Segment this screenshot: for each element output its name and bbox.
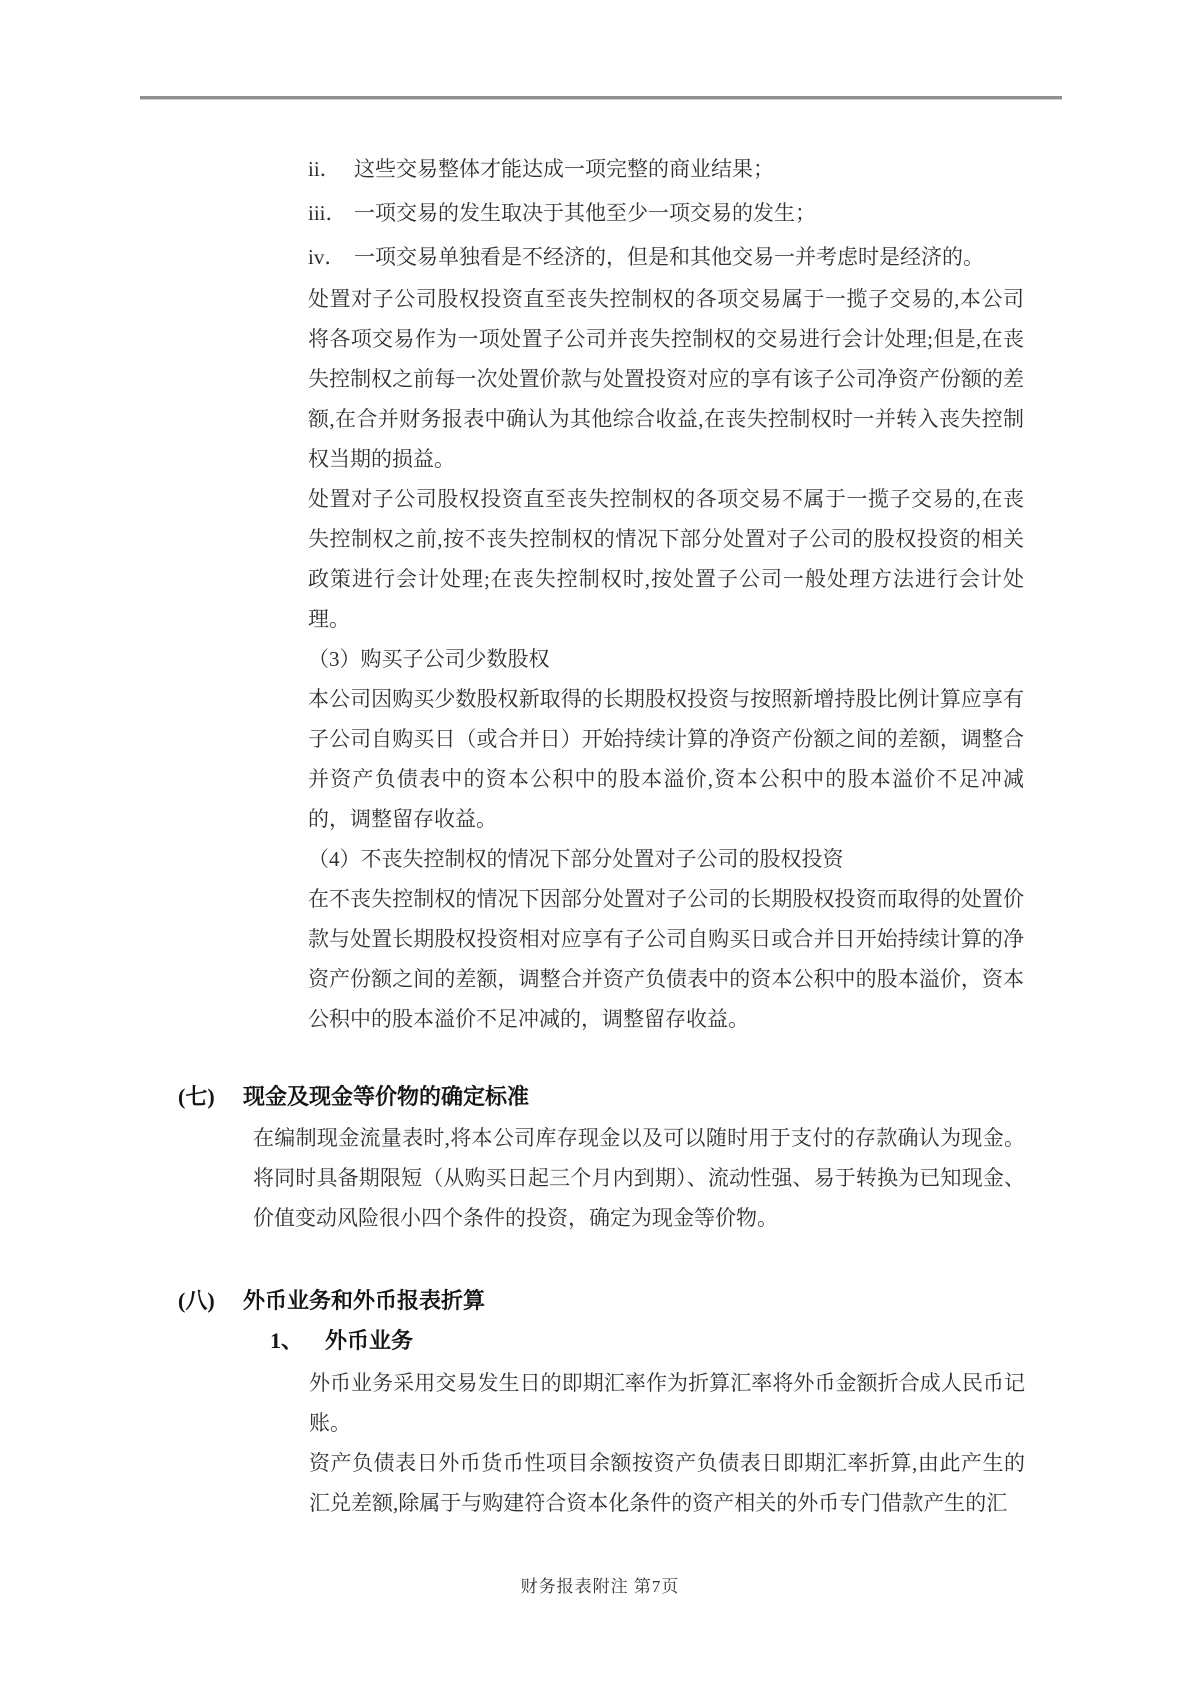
- section-8-body: [309, 1363, 1025, 1523]
- section-title: 外币业务和外币报表折算: [243, 1288, 486, 1313]
- header-rule: [140, 96, 1062, 100]
- list-marker: iv．: [308, 245, 346, 269]
- body-paragraphs: [308, 279, 1024, 1039]
- section-heading-7: [178, 1083, 529, 1111]
- subsection-heading: [270, 1327, 413, 1355]
- page-footer: 财务报表附注 第7页: [520, 1577, 680, 1596]
- section-heading-8: [178, 1287, 485, 1315]
- body-paragraph: 外币业务采用交易发生日的即期汇率作为折算汇率将外币金额折合成人民币记账。: [309, 1371, 1025, 1435]
- list-item-text: 这些交易整体才能达成一项完整的商业结果；: [354, 157, 774, 181]
- body-paragraph: 处置对子公司股权投资直至丧失控制权的各项交易不属于一揽子交易的,在丧失控制权之前,按不丧失控制权的情况下部分处置对子公司的股权投资的相关政策进行会计处理;在丧失控制权时,按处置子公司一般处理方法进行会计处理。: [308, 487, 1024, 631]
- list-item-text: 一项交易的发生取决于其他至少一项交易的发生；: [354, 201, 816, 225]
- section-marker: (八): [178, 1288, 215, 1313]
- roman-list-item: [308, 191, 1038, 235]
- subsection-title: 外币业务: [325, 1328, 414, 1353]
- roman-numeral-list: [308, 147, 1038, 279]
- body-paragraph: 处置对子公司股权投资直至丧失控制权的各项交易属于一揽子交易的,本公司将各项交易作为一项处置子公司并丧失控制权的交易进行会计处理;但是,在丧失控制权之前每一次处置价款与处置投资对应的享有该子公司净资产份额的差额,在合并财务报表中确认为其他综合收益,在丧失控制权时一并转入丧失控制权当期的损益。: [308, 287, 1024, 471]
- roman-list-item: [308, 235, 1038, 279]
- list-item-text: 一项交易单独看是不经济的，但是和其他交易一并考虑时是经济的。: [354, 245, 984, 269]
- section-title: 现金及现金等价物的确定标准: [243, 1084, 530, 1109]
- roman-list-item: [308, 147, 1038, 191]
- body-paragraph: 在不丧失控制权的情况下因部分处置对子公司的长期股权投资而取得的处置价款与处置长期股权投资相对应享有子公司自购买日或合并日开始持续计算的净资产份额之间的差额，调整合并资产负债表中的资本公积中的股本溢价，资本公积中的股本溢价不足冲减的，调整留存收益。: [308, 887, 1024, 1031]
- list-marker: iii．: [308, 201, 347, 225]
- body-paragraph: 本公司因购买少数股权新取得的长期股权投资与按照新增持股比例计算应享有子公司自购买日（或合并日）开始持续计算的净资产份额之间的差额，调整合并资产负债表中的资本公积中的股本溢价,资本公积中的股本溢价不足冲减的，调整留存收益。: [308, 687, 1024, 831]
- section-marker: (七): [178, 1084, 215, 1109]
- list-marker: ii．: [308, 157, 341, 181]
- body-paragraph: （3）购买子公司少数股权: [308, 647, 550, 671]
- subsection-marker: 1、: [270, 1328, 304, 1353]
- body-paragraph: （4）不丧失控制权的情况下部分处置对子公司的股权投资: [308, 847, 844, 871]
- section-7-body: 在编制现金流量表时,将本公司库存现金以及可以随时用于支付的存款确认为现金。将同时具备期限短（从购买日起三个月内到期）、流动性强、易于转换为已知现金、价值变动风险很小四个条件的投资，确定为现金等价物。: [253, 1126, 1025, 1230]
- body-paragraph: 资产负债表日外币货币性项目余额按资产负债表日即期汇率折算,由此产生的汇兑差额,除属于与购建符合资本化条件的资产相关的外币专门借款产生的汇: [309, 1451, 1025, 1515]
